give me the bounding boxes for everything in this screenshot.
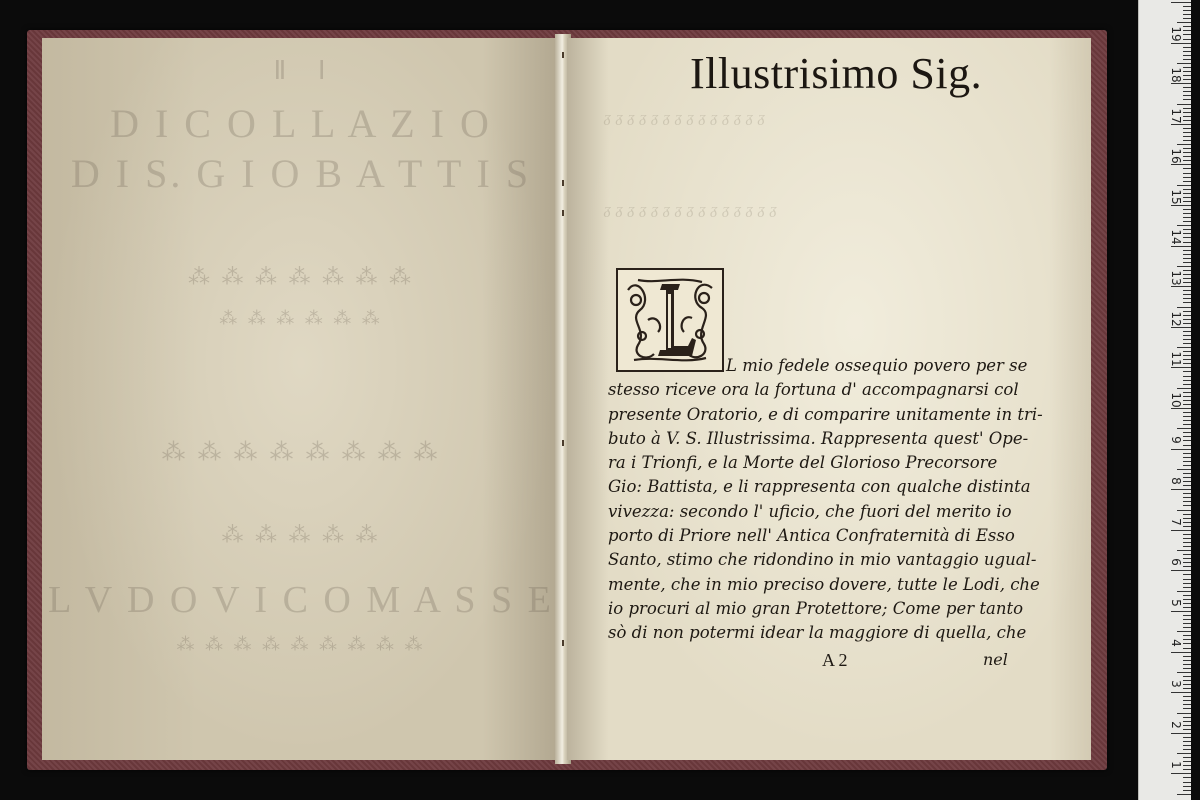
text-line: vivezza: secondo l' uficio, che fuori del merito io [608, 501, 1012, 521]
ruler-number: 14 [1169, 229, 1183, 245]
ruler-tick [1183, 635, 1191, 636]
ruler-tick [1183, 501, 1191, 502]
ruler-tick [1183, 440, 1191, 441]
ruler-tick [1183, 242, 1191, 243]
ruler-number: 13 [1169, 270, 1183, 286]
binding-stitch [562, 180, 564, 186]
ruler-tick [1183, 574, 1191, 575]
ruler-tick [1183, 704, 1191, 705]
text-line: buto à V. S. Illustrissima. Rappresenta quest' Ope- [608, 428, 1029, 448]
ruler-tick [1183, 258, 1191, 259]
ruler-number: 5 [1169, 598, 1183, 607]
ruler-tick [1183, 445, 1191, 446]
ruler-tick [1183, 201, 1191, 202]
ruler-tick [1183, 120, 1191, 121]
ruler-tick [1183, 351, 1191, 352]
ruler-tick [1183, 209, 1191, 210]
ruler-tick [1183, 181, 1191, 182]
bleed-through-text: ᵹ ᵹ ᵹ ᵹ ᵹ ᵹ ᵹ ᵹ ᵹ ᵹ ᵹ ᵹ ᵹ ᵹ ᵹ [604, 200, 777, 218]
text-line: sò di non potermi idear la maggiore di quella, che [608, 623, 1027, 643]
ruler-tick [1183, 47, 1191, 48]
text-line: porto di Priore nell' Antica Confraternità di Esso [608, 526, 1015, 546]
ruler-tick [1183, 197, 1191, 198]
ruler-tick [1183, 254, 1191, 255]
ruler-tick [1183, 136, 1191, 137]
ruler-tick [1183, 700, 1191, 701]
ruler-tick [1183, 132, 1191, 133]
catchword: nel [983, 650, 1008, 669]
ruler-tick [1183, 481, 1191, 482]
ruler-tick [1183, 619, 1191, 620]
binding-stitch [562, 440, 564, 446]
ruler-tick [1183, 233, 1191, 234]
ruler-tick [1183, 75, 1191, 76]
ruler-number: 7 [1169, 517, 1183, 526]
page-heading: Illustrisimo Sig. [690, 49, 983, 98]
show-through-text: ⁂ ⁂ ⁂ ⁂ ⁂ [221, 522, 381, 547]
ruler-tick [1183, 424, 1191, 425]
ruler-tick [1183, 71, 1191, 72]
show-through-text: L V D O V I C O M A S S E [48, 579, 554, 621]
ruler-number: 9 [1169, 436, 1183, 445]
ruler-tick [1183, 587, 1191, 588]
ruler-tick [1183, 790, 1191, 791]
ruler-tick [1183, 538, 1191, 539]
ruler-tick [1183, 453, 1191, 454]
ruler-tick [1183, 26, 1191, 27]
ruler-number: 17 [1169, 107, 1183, 124]
ruler-tick [1183, 278, 1191, 279]
ruler-tick [1183, 173, 1191, 174]
binding-stitch [562, 52, 564, 58]
ruler-tick [1183, 607, 1191, 608]
ruler-tick [1183, 108, 1191, 109]
show-through-text: ⁂ ⁂ ⁂ ⁂ ⁂ ⁂ ⁂ [188, 264, 414, 289]
ruler-tick [1183, 384, 1191, 385]
ruler-tick [1183, 643, 1191, 644]
ruler-tick [1183, 396, 1191, 397]
ruler-tick [1183, 595, 1191, 596]
ruler-tick [1183, 639, 1191, 640]
ruler-tick [1183, 457, 1191, 458]
ruler-tick [1183, 355, 1191, 356]
ruler-tick [1183, 436, 1191, 437]
text-line: mente, che in mio preciso dovere, tutte le Lodi, che [608, 574, 1040, 594]
ruler-tick [1183, 737, 1191, 738]
ruler-tick [1183, 237, 1191, 238]
ruler-tick [1183, 688, 1191, 689]
ruler-tick [1183, 6, 1191, 7]
ruler-tick [1183, 30, 1191, 31]
binding-stitch [562, 640, 564, 646]
ruler-tick [1183, 343, 1191, 344]
ruler-tick [1183, 664, 1191, 665]
ruler-tick [1183, 696, 1191, 697]
show-through-text: ⁂ ⁂ ⁂ ⁂ ⁂ ⁂ ⁂ ⁂ ⁂ [176, 634, 426, 654]
ruler-tick [1183, 112, 1191, 113]
ruler-tick [1183, 680, 1191, 681]
ruler-tick [1183, 376, 1191, 377]
text-line: Santo, stimo che ridondino in mio vantaggio ugual- [608, 550, 1037, 570]
ruler-tick [1183, 270, 1191, 271]
ruler-tick [1183, 416, 1191, 417]
ruler-tick [1183, 749, 1191, 750]
ruler-tick [1183, 128, 1191, 129]
ruler-tick [1183, 777, 1191, 778]
ruler-tick [1183, 721, 1191, 722]
ruler-tick [1183, 615, 1191, 616]
ruler-tick [1183, 311, 1191, 312]
ruler-tick [1183, 34, 1191, 35]
ruler-tick [1183, 91, 1191, 92]
ruler-tick [1183, 217, 1191, 218]
ruler-tick [1183, 168, 1191, 169]
ruler-tick [1183, 623, 1191, 624]
ruler-tick [1183, 363, 1191, 364]
ruler-tick [1183, 745, 1191, 746]
ruler-tick [1183, 262, 1191, 263]
ruler-tick [1183, 298, 1191, 299]
ruler-tick [1183, 566, 1191, 567]
ruler-tick [1183, 583, 1191, 584]
ruler-tick [1183, 579, 1191, 580]
ruler-tick [1183, 493, 1191, 494]
left-page-verso [42, 38, 560, 760]
ruler-tick [1183, 729, 1191, 730]
ruler-number: 12 [1169, 310, 1183, 327]
bleed-through-text: ᵹ ᵹ ᵹ ᵹ ᵹ ᵹ ᵹ ᵹ ᵹ ᵹ ᵹ ᵹ ᵹ ᵹ [604, 108, 765, 126]
ruler-tick [1183, 558, 1191, 559]
ruler-tick [1183, 627, 1191, 628]
ruler-tick [1183, 534, 1191, 535]
ruler-tick [1183, 371, 1191, 372]
ruler-number: 4 [1169, 639, 1183, 648]
ruler-tick [1177, 794, 1191, 795]
ruler-tick [1183, 87, 1191, 88]
show-through-text: ⁂ ⁂ ⁂ ⁂ ⁂ ⁂ [219, 308, 383, 328]
ruler-tick [1183, 404, 1191, 405]
ruler-tick [1183, 140, 1191, 141]
ruler-number: 2 [1169, 720, 1183, 729]
ruler-tick [1183, 99, 1191, 100]
ruler-tick [1183, 302, 1191, 303]
text-line: presente Oratorio, e di comparire unitamente in tri- [608, 404, 1043, 424]
ruler-tick [1183, 757, 1191, 758]
ruler-number: 1 [1169, 761, 1183, 769]
ruler-number: 19 [1169, 26, 1183, 42]
ruler-tick [1183, 708, 1191, 709]
show-through-text: D I C O L L A Z I O [110, 101, 492, 146]
ruler-tick [1183, 282, 1191, 283]
ruler-tick [1183, 250, 1191, 251]
show-through-text: Ⅱ Ⅰ [273, 56, 329, 85]
ruler-tick [1183, 193, 1191, 194]
ruler-tick [1183, 10, 1191, 11]
ruler-tick [1183, 668, 1191, 669]
ruler-tick [1183, 660, 1191, 661]
ruler-number: 6 [1169, 558, 1183, 566]
ruler-tick [1183, 741, 1191, 742]
text-line: io procuri al mio gran Protettore; Come per tanto [608, 598, 1024, 618]
ruler-tick [1183, 522, 1191, 523]
ruler-tick [1183, 55, 1191, 56]
ruler-tick [1183, 656, 1191, 657]
ruler-tick [1183, 546, 1191, 547]
ruler-tick [1183, 229, 1191, 230]
ruler-tick [1183, 603, 1191, 604]
ruler-number: 18 [1169, 67, 1183, 83]
ruler-tick [1183, 67, 1191, 68]
ruler-tick [1183, 765, 1191, 766]
ruler-tick [1183, 505, 1191, 506]
ruler-tick [1183, 648, 1191, 649]
ruler-tick [1183, 59, 1191, 60]
ruler-tick [1183, 518, 1191, 519]
ruler-tick [1183, 497, 1191, 498]
ruler-tick [1183, 599, 1191, 600]
text-line: ra i Trionfi, e la Morte del Glorioso Precorsore [608, 453, 998, 473]
ruler-number: 3 [1169, 680, 1183, 688]
ruler-number: 16 [1169, 148, 1183, 164]
ruler-tick [1183, 725, 1191, 726]
ruler-tick [1183, 148, 1191, 149]
ruler-tick [1183, 485, 1191, 486]
show-through-text: ⁂ ⁂ ⁂ ⁂ ⁂ ⁂ ⁂ ⁂ [161, 440, 441, 466]
ruler-tick [1183, 339, 1191, 340]
body-text [608, 354, 1048, 646]
ruler-tick [1183, 761, 1191, 762]
ruler-tick [1183, 465, 1191, 466]
ruler-tick [1183, 717, 1191, 718]
ruler-tick [1183, 315, 1191, 316]
ruler-tick [1183, 412, 1191, 413]
ruler-tick [1183, 782, 1191, 783]
text-line: L mio fedele ossequio povero per se [726, 356, 1028, 375]
binding-stitch [562, 210, 564, 216]
ruler-tick [1183, 392, 1191, 393]
ruler-tick [1183, 160, 1191, 161]
ruler-tick [1183, 400, 1191, 401]
ruler-tick [1183, 335, 1191, 336]
text-line: Gio: Battista, e li rappresenta con qualche distinta [608, 477, 1031, 497]
signature-mark: A 2 [822, 650, 848, 670]
ruler-tick [1183, 79, 1191, 80]
ruler-tick [1183, 514, 1191, 515]
ruler-tick [1183, 786, 1191, 787]
ruler-tick [1171, 2, 1191, 3]
ruler-tick [1183, 189, 1191, 190]
ruler-tick [1183, 213, 1191, 214]
ruler-tick [1183, 359, 1191, 360]
ruler-tick [1183, 473, 1191, 474]
ruler-tick [1183, 51, 1191, 52]
measuring-ruler [1138, 0, 1191, 800]
ruler-tick [1183, 177, 1191, 178]
ruler-tick [1183, 116, 1191, 117]
ruler-tick [1183, 477, 1191, 478]
ruler-tick [1183, 562, 1191, 563]
ruler-number: 11 [1169, 351, 1183, 367]
ruler-tick [1183, 420, 1191, 421]
ruler-tick [1183, 290, 1191, 291]
ruler-tick [1183, 380, 1191, 381]
ruler-tick [1183, 319, 1191, 320]
ruler-tick [1183, 39, 1191, 40]
ruler-tick [1183, 95, 1191, 96]
ruler-number: 10 [1169, 392, 1183, 408]
ruler-tick [1183, 156, 1191, 157]
ruler-tick [1183, 14, 1191, 15]
ruler-tick [1183, 152, 1191, 153]
ruler-tick [1183, 554, 1191, 555]
ruler-tick [1183, 323, 1191, 324]
ruler-tick [1183, 432, 1191, 433]
ruler-tick [1183, 769, 1191, 770]
ruler-tick [1183, 676, 1191, 677]
ruler-tick [1183, 18, 1191, 19]
ruler-number: 15 [1169, 189, 1183, 205]
ruler-tick [1183, 331, 1191, 332]
ruler-tick [1183, 542, 1191, 543]
text-line: stesso riceve ora la fortuna d' accompagnarsi col [608, 380, 1019, 400]
ruler-number: 8 [1169, 477, 1183, 485]
ruler-tick [1183, 274, 1191, 275]
show-through-text: D I S. G I O B A T T I S [70, 151, 532, 196]
ruler-tick [1183, 526, 1191, 527]
ruler-tick [1183, 461, 1191, 462]
ruler-tick [1183, 221, 1191, 222]
ruler-tick [1183, 294, 1191, 295]
ruler-tick [1183, 684, 1191, 685]
